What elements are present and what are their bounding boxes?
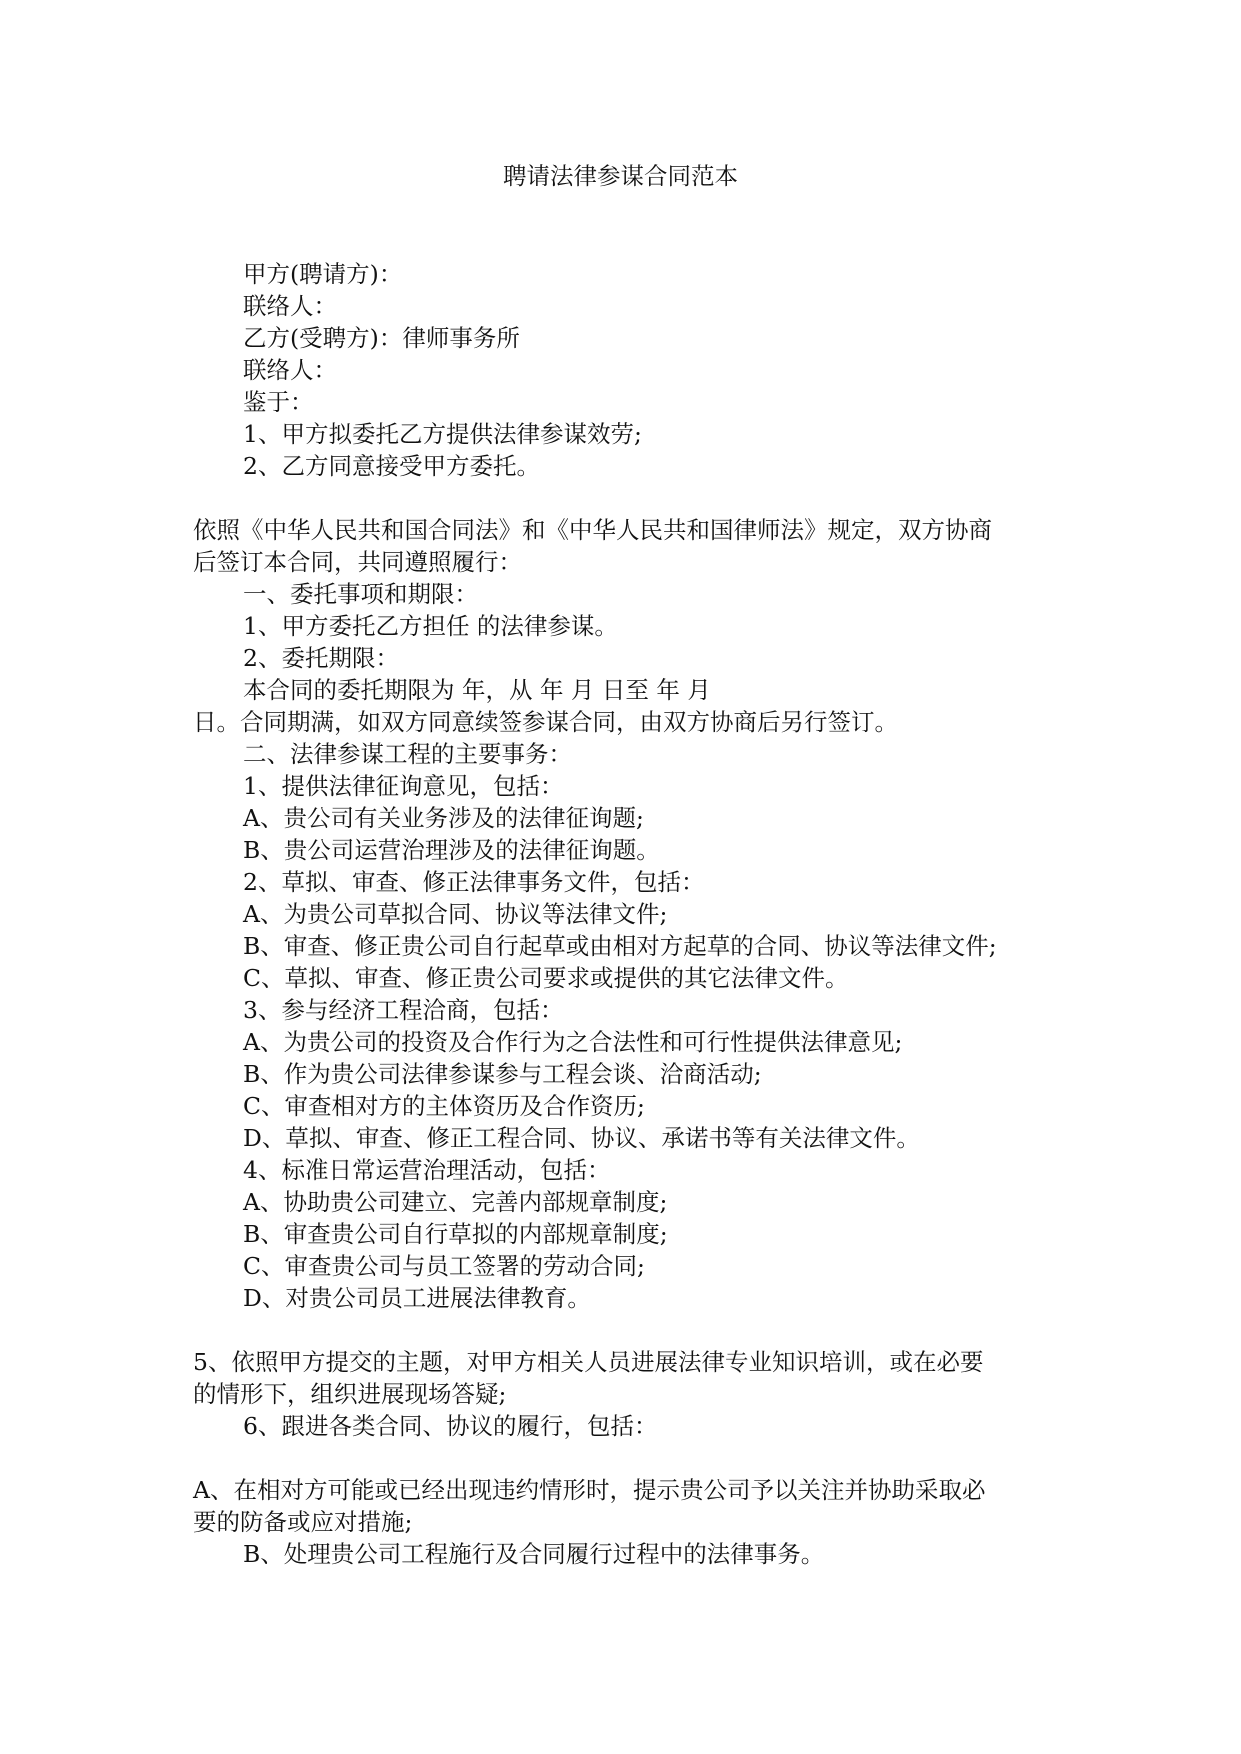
paragraph-line: A、在相对方可能或已经出现违约情形时，提示贵公司予以关注并协助采取必 [193,1476,986,1504]
party-a-contact-line: 联络人： [243,292,337,320]
paragraph-line: A、为贵公司草拟合同、协议等法律文件; [243,900,668,928]
paragraph-line: C、审查相对方的主体资历及合作资历; [243,1092,645,1120]
basis-paragraph-line-1: 依照《中华人民共和国合同法》和《中华人民共和国律师法》规定，双方协商 [193,516,992,544]
party-a-line: 甲方(聘请方)： [243,260,403,288]
paragraph-line: 2、草拟、审查、修正法律事务文件，包括： [243,868,705,896]
paragraph-line: C、草拟、审查、修正贵公司要求或提供的其它法律文件。 [243,964,849,992]
paragraph-line: B、作为贵公司法律参谋参与工程会谈、洽商活动; [243,1060,762,1088]
paragraph-line: A、贵公司有关业务涉及的法律征询题; [243,804,644,832]
paragraph-line: 6、跟进各类合同、协议的履行，包括： [243,1412,658,1440]
section-heading-2: 二、法律参谋工程的主要事务： [243,740,572,768]
paragraph-line: B、贵公司运营治理涉及的法律征询题。 [243,836,660,864]
whereas-line: 鉴于： [243,388,314,416]
paragraph-line: A、协助贵公司建立、完善内部规章制度; [243,1188,668,1216]
paragraph-line: A、为贵公司的投资及合作行为之合法性和可行性提供法律意见; [243,1028,903,1056]
party-b-line: 乙方(受聘方)：律师事务所 [243,324,520,352]
paragraph-line: B、审查贵公司自行草拟的内部规章制度; [243,1220,668,1248]
paragraph-line: 1、甲方委托乙方担任 的法律参谋。 [243,612,618,640]
paragraph-line: 2、委托期限： [243,644,399,672]
party-b-contact-line: 联络人： [243,356,337,384]
paragraph-line: D、草拟、审查、修正工程合同、协议、承诺书等有关法律文件。 [243,1124,920,1152]
paragraph-line: B、处理贵公司工程施行及合同履行过程中的法律事务。 [243,1540,825,1568]
paragraph-line: 3、参与经济工程洽商，包括： [243,996,564,1024]
whereas-item-1: 1、甲方拟委托乙方提供法律参谋效劳; [243,420,642,448]
paragraph-line: 的情形下，组织进展现场答疑; [193,1380,507,1408]
paragraph-line: C、审查贵公司与员工签署的劳动合同; [243,1252,645,1280]
basis-paragraph-line-2: 后签订本合同，共同遵照履行： [193,548,522,576]
paragraph-line: 1、提供法律征询意见，包括： [243,772,564,800]
paragraph-line: D、对贵公司员工进展法律教育。 [243,1284,591,1312]
paragraph-line: 5、依照甲方提交的主题，对甲方相关人员进展法律专业知识培训，或在必要 [193,1348,984,1376]
whereas-item-2: 2、乙方同意接受甲方委托。 [243,452,540,480]
paragraph-line: 日。合同期满，如双方同意续签参谋合同，由双方协商后另行签订。 [193,708,898,736]
document-title: 聘请法律参谋合同范本 [503,162,738,190]
paragraph-line: B、审查、修正贵公司自行起草或由相对方起草的合同、协议等法律文件; [243,932,997,960]
paragraph-line: 4、标准日常运营治理活动，包括： [243,1156,611,1184]
section-heading-1: 一、委托事项和期限： [243,580,478,608]
paragraph-line: 本合同的委托期限为 年，从 年 月 日至 年 月 [243,676,711,704]
paragraph-line: 要的防备或应对措施; [193,1508,413,1536]
